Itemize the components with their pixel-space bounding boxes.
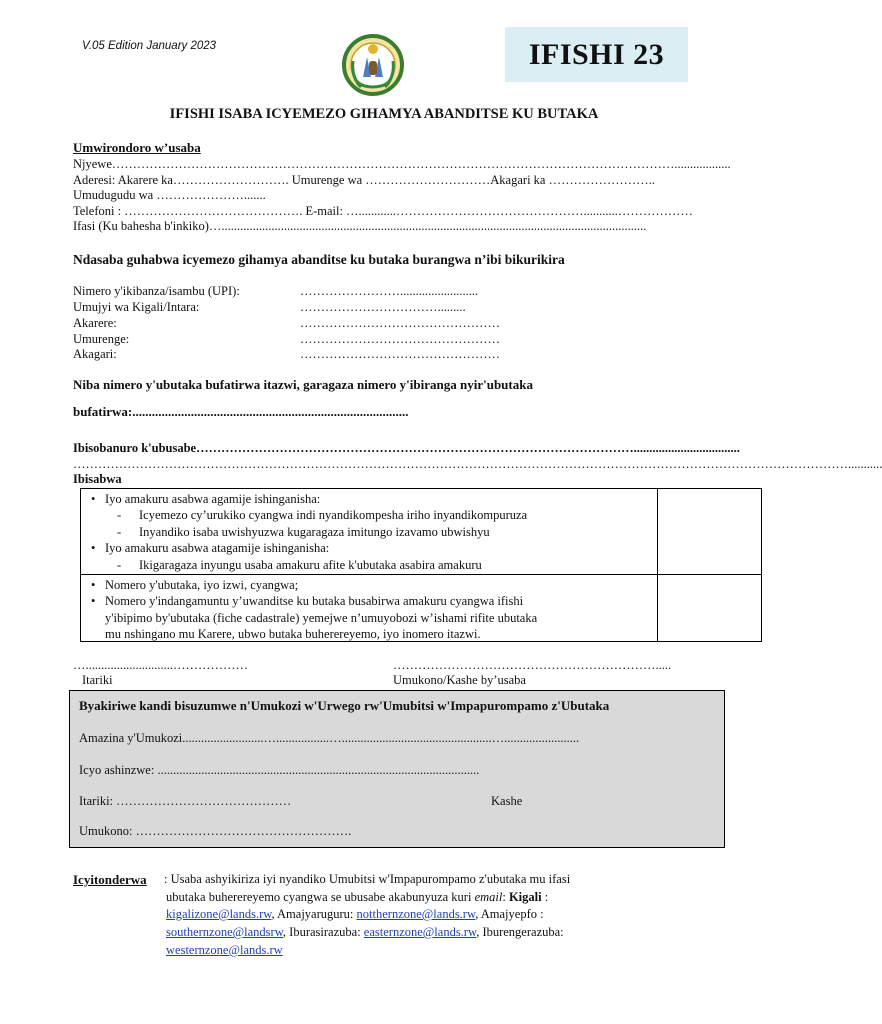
reason-field-line2[interactable]: ……………………………………………………………………………………………………………………………………………………………………........... — [73, 457, 882, 471]
requirement-bullet-cont: mu nshingano mu Karere, ubwo butaka buherereyemo, iyo inomero itazwi. — [105, 627, 481, 642]
note-line-4: southernzone@landsrw, Iburasirazuba: easternzone@lands.rw, Iburengerazuba: — [166, 925, 564, 939]
form-title: IFISHI ISABA ICYEMEZO GIHAMYA ABANDITSE KU BUTAKA — [169, 106, 599, 122]
requirement-bullet: Nomero y'ubutaka, iyo izwi, cyangwa; — [105, 578, 299, 592]
requirement-sub-item: Icyemezo cy’urukiko cyangwa indi nyandikompesha iriho inyandikompuruza — [139, 508, 528, 523]
form-number-badge: IFISHI 23 — [505, 27, 688, 82]
note-line-5 — [166, 943, 283, 958]
stamp-label: Kashe — [491, 794, 523, 808]
requirement-bullet: Iyo amakuru asabwa atagamije ishinganisha: — [105, 541, 330, 556]
sector-field[interactable]: ………………………………………… — [300, 332, 500, 346]
requirements-table — [80, 488, 762, 642]
signature-label: Umukono/Kashe by’usaba — [393, 673, 526, 687]
sector-label: Umurenge: — [73, 332, 130, 346]
requirements-row-1: • Iyo amakuru asabwa agamije ishinganisha: - Icyemezo cy’urukiko cyangwa indi nyandikompesha iriho inyandikompuruza - Inyandiko isaba uwishyuzwa kugaragaza imitungo izavamo ubwishyu • Iyo amakuru asabwa atagamije ishinganisha: - Ikigaragaza inyungu usaba amakuru afite k'ubutaka asabira amakuru — [81, 489, 761, 575]
phone-email-field[interactable]: Telefoni : ……………………………………. E-mail: …............………………………………………...........……………… — [73, 204, 693, 218]
official-signature-field[interactable]: Umukono: ……………………………………………. — [79, 824, 352, 838]
province-field[interactable]: ……………………………......... — [300, 300, 466, 314]
requirement-sub-item: Ikigaragaza inyungu usaba amakuru afite k'ubutaka asabira amakuru — [139, 557, 482, 572]
cell-label: Akagari: — [73, 347, 117, 361]
upi-label: Nimero y'ikibanza/isambu (UPI): — [73, 284, 240, 298]
owner-id-label: bufatirwa: — [73, 404, 133, 419]
rwanda-coat-of-arms-icon — [341, 33, 405, 97]
applicant-section-title: Umwirondoro w’usaba — [73, 140, 201, 155]
north-email-link[interactable]: notthernzone@lands.rw — [356, 907, 476, 921]
note-label: Icyitonderwa — [73, 872, 147, 887]
name-field[interactable]: Njyewe……………………………………………………………………………………………………………………….................. — [73, 157, 731, 171]
cell-field[interactable]: ………………………………………… — [300, 347, 500, 361]
requirements-row-2: • Nomero y'ubutaka, iyo izwi, cyangwa; • Nomero y'indangamuntu y’uwanditse ku butaka busabirwa amakuru cyangwa ifishi y'ibipimo by'ubutaka (fiche cadastrale) yemejwe n’umuyobozi w’ishami rifite ubutaka mu nshingano mu Karere, ubwo butaka buherereyemo, iyo inomero itazwi. — [91, 578, 538, 642]
official-role-field[interactable]: Icyo ashinzwe: ....................................................................................................... — [79, 763, 480, 777]
west-email-link[interactable]: westernzone@lands.rw — [166, 943, 283, 957]
address-field[interactable]: Aderesi: Akarere ka………………………. Umurenge wa …………………………Akagari ka …………………….. — [73, 173, 655, 187]
official-name-field[interactable]: Amazina y'Umukozi..........................….................…................................................…........................ — [79, 731, 580, 745]
signature-dots[interactable]: ………………………………………………………..... — [393, 658, 672, 672]
note-line-3: kigalizone@lands.rw, Amajyaruguru: notthernzone@lands.rw, Amajyepfo : — [166, 907, 544, 921]
request-statement: Ndasaba guhabwa icyemezo gihamya abanditse ku butaka burangwa n’ibi bikurikira — [73, 252, 565, 267]
upi-field[interactable]: ……………………......................... — [300, 284, 479, 298]
table-divider — [657, 489, 658, 641]
requirements-title: Ibisabwa — [73, 472, 122, 486]
unregistered-instruction: Niba nimero y'ubutaka bufatirwa itazwi, garagaza nimero y'ibiranga nyir'ubutaka — [73, 377, 533, 392]
village-field[interactable]: Umudugudu wa …………………....... — [73, 188, 266, 202]
district-field[interactable]: ………………………………………… — [300, 316, 500, 330]
official-heading: Byakiriwe kandi bisuzumwe n'Umukozi w'Urwego rw'Umubitsi w'Impapurompamo z'Ubutaka — [79, 698, 610, 713]
note-line-2: ubutaka buherereyemo cyangwa se ubusabe akabunyuza kuri email: Kigali : — [166, 890, 549, 904]
owner-id-dots: ..................................................................................... — [132, 404, 409, 419]
reason-field[interactable]: Ibisobanuro k'ubusabe…………………………………………………………………………………………….................................. — [73, 441, 740, 455]
province-label: Umujyi wa Kigali/Intara: — [73, 300, 200, 314]
date-dots[interactable]: …............................……………… — [73, 658, 248, 672]
requirement-bullet: Nomero y'indangamuntu y’uwanditse ku butaka busabirwa amakuru cyangwa ifishi — [105, 594, 524, 609]
requirement-bullet-cont: y'ibipimo by'ubutaka (fiche cadastrale) yemejwe n’umuyobozi w’ishami rifite ubutaka — [105, 610, 538, 625]
date-label: Itariki — [82, 673, 113, 687]
south-email-link[interactable]: southernzone@landsrw — [166, 925, 283, 939]
note-line-1: : Usaba ashyikiriza iyi nyandiko Umubitsi w'Impapurompamo z'ubutaka mu ifasi — [164, 872, 571, 886]
requirement-sub-item: Inyandiko isaba uwishyuzwa kugaragaza imitungo izavamo ubwishyu — [139, 524, 490, 539]
official-reception-box — [69, 690, 725, 848]
kigali-email-link[interactable]: kigalizone@lands.rw — [166, 907, 272, 921]
district-label: Akarere: — [73, 316, 117, 330]
requirement-bullet: Iyo amakuru asabwa agamije ishinganisha: — [105, 492, 321, 506]
official-date-field[interactable]: Itariki: …………………………………… — [79, 794, 292, 808]
owner-id-field[interactable] — [73, 404, 408, 420]
east-email-link[interactable]: easternzone@lands.rw — [363, 925, 477, 939]
edition-label: V.05 Edition January 2023 — [82, 40, 217, 52]
jurisdiction-field[interactable]: Ifasi (Ku bahesha b'inkiko)…........................................................................................................................................ — [73, 219, 647, 233]
